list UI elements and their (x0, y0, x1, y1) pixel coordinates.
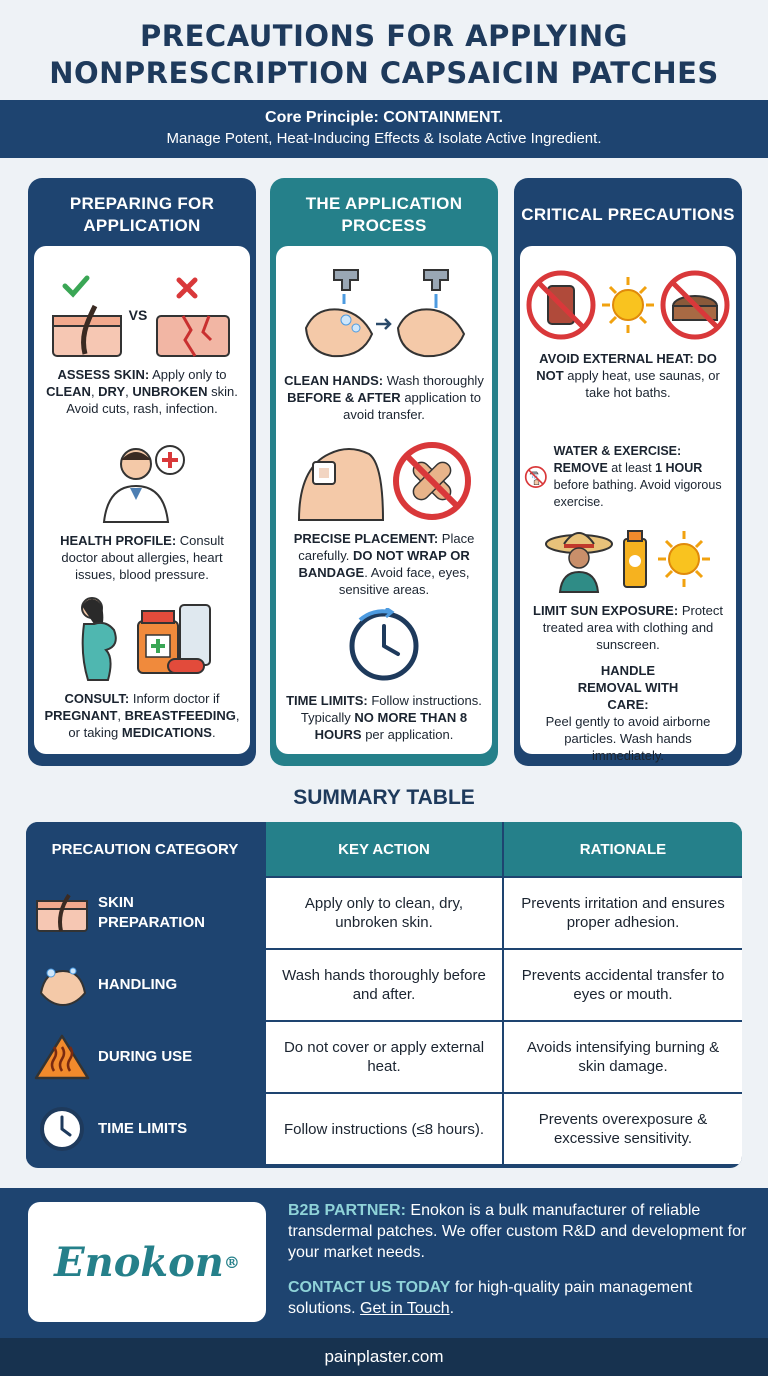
footer-text (288, 1200, 748, 1319)
block-sun-exposure (520, 524, 736, 653)
block-assess-skin (34, 272, 250, 417)
block-health-profile (34, 442, 250, 583)
core-principle-subtext: Manage Potent, Heat-Inducing Effects & Isolate Active Ingredient. (166, 130, 602, 147)
row-rationale: Prevents irritation and ensures proper adhesion. (504, 878, 742, 948)
block-text: Place carefully. DO NOT WRAP OR BANDAGE. Avoid face, eyes, sensitive areas. (298, 531, 475, 597)
row-category: HANDLING (98, 976, 178, 993)
table-row (26, 950, 742, 1020)
block-avoid-heat (520, 268, 736, 401)
table-row (26, 1094, 742, 1164)
block-handle-removal (520, 662, 736, 764)
block-label: HEALTH PROFILE: (60, 533, 177, 548)
block-precise-placement (276, 440, 492, 598)
block-text: DO NOT apply heat, use saunas, or take hot baths. (536, 351, 720, 400)
block-label: ASSESS SKIN: (57, 367, 150, 382)
block-text: Inform doctor if PREGNANT, BREASTFEEDING, or taking MEDICATIONS. (44, 691, 240, 740)
block-water-exercise (520, 442, 736, 512)
contact-accent: CONTACT US TODAY (288, 1279, 451, 1296)
header-precaution-category: PRECAUTION CATEGORY (26, 822, 264, 876)
header-key-action: KEY ACTION (266, 822, 502, 876)
block-consult (34, 594, 250, 741)
partner-paragraph (288, 1200, 748, 1263)
footer (0, 1188, 768, 1338)
logo-text: Enokon (54, 1238, 224, 1286)
block-label: AVOID EXTERNAL HEAT: (539, 351, 694, 366)
clock-icon (26, 1106, 98, 1152)
block-clean-hands (276, 266, 492, 423)
core-principle-banner (0, 100, 768, 158)
doctor-icon (34, 442, 250, 524)
column-heading: PREPARING FOR APPLICATION (69, 194, 215, 235)
block-label: CLEAN HANDS: (284, 373, 384, 388)
partner-text: Enokon is a bulk manufacturer of reliable transdermal patches. We offer custom R&D and development for your market needs. (288, 1202, 747, 1261)
contact-text: for high-quality pain management solutions. (288, 1279, 693, 1317)
row-category: DURING USE (98, 1048, 193, 1065)
title-line-1: PRECAUTIONS FOR APPLYING (140, 19, 628, 53)
column-body (520, 246, 736, 763)
row-rationale: Avoids intensifying burning & skin damage. (504, 1022, 742, 1092)
no-bandage-icon (276, 440, 492, 522)
row-action: Do not cover or apply external heat. (266, 1022, 502, 1092)
column-application (270, 178, 498, 766)
block-text: Consult doctor about allergies, heart issues, blood pressure. (61, 533, 224, 582)
block-text: Wash thoroughly BEFORE & AFTER application to avoid transfer. (287, 373, 484, 422)
hand-washing-icon (276, 266, 492, 364)
vs-label: VS (128, 307, 148, 323)
clock-icon (276, 608, 492, 684)
block-label: CONSULT: (64, 691, 130, 706)
skin-compare-icon (34, 272, 250, 358)
skin-layer-icon (26, 893, 98, 933)
block-time-limits (276, 608, 492, 743)
block-label: WATER & EXERCISE: (553, 444, 682, 458)
no-heat-icon (520, 268, 736, 342)
column-heading: CRITICAL PRECAUTIONS (521, 205, 735, 224)
block-text: Protect treated area with clothing and sunscreen. (542, 603, 723, 652)
block-text: Apply only to CLEAN, DRY, UNBROKEN skin. Avoid cuts, rash, infection. (46, 367, 238, 416)
row-category: SKIN PREPARATION (98, 894, 205, 931)
no-shower-icon (524, 442, 548, 512)
heat-warning-icon (26, 1033, 98, 1081)
core-principle-heading: Core Principle: CONTAINMENT. (265, 109, 503, 126)
summary-title: SUMMARY TABLE (293, 786, 475, 809)
summary-table (26, 822, 742, 1168)
get-in-touch-link[interactable]: Get in Touch (360, 1300, 450, 1317)
page-title (0, 18, 768, 92)
pregnant-medication-icon (34, 594, 250, 682)
block-label: LIMIT SUN EXPOSURE: (533, 603, 679, 618)
column-critical (514, 178, 742, 766)
enokon-logo (28, 1202, 266, 1322)
table-row (26, 878, 742, 948)
row-rationale: Prevents overexposure & excessive sensitivity. (504, 1094, 742, 1164)
registered-mark: ® (223, 1252, 240, 1272)
row-category: TIME LIMITS (98, 1120, 188, 1137)
row-action: Follow instructions (≤8 hours). (266, 1094, 502, 1164)
row-action: Apply only to clean, dry, unbroken skin. (266, 878, 502, 948)
block-label: PRECISE PLACEMENT: (293, 531, 439, 546)
column-heading: THE APPLICATION PROCESS (305, 194, 463, 235)
washing-hands-icon (26, 963, 98, 1007)
column-body (276, 246, 492, 754)
column-body (34, 246, 250, 754)
block-label: HANDLE REMOVAL WITH CARE: (577, 663, 679, 712)
partner-accent: B2B PARTNER: (288, 1202, 406, 1219)
block-label: TIME LIMITS: (286, 693, 368, 708)
sun-protection-icon (520, 524, 736, 594)
row-action: Wash hands thoroughly before and after. (266, 950, 502, 1020)
contact-paragraph: CONTACT US TODAY for high-quality pain management solutions. Get in Touch. (288, 1279, 693, 1317)
site-url[interactable]: painplaster.com (0, 1338, 768, 1376)
block-text: Peel gently to avoid airborne particles. Wash hands immediately. (545, 714, 711, 763)
header-rationale: RATIONALE (504, 822, 742, 876)
title-line-2: NONPRESCRIPTION CAPSAICIN PATCHES (49, 56, 719, 90)
block-text: Follow instructions. Typically NO MORE THAN 8 HOURS per application. (300, 693, 482, 742)
column-preparing (28, 178, 256, 766)
table-row (26, 1022, 742, 1092)
block-text: REMOVE at least 1 HOUR before bathing. Avoid vigorous exercise. (553, 461, 722, 509)
row-rationale: Prevents accidental transfer to eyes or mouth. (504, 950, 742, 1020)
